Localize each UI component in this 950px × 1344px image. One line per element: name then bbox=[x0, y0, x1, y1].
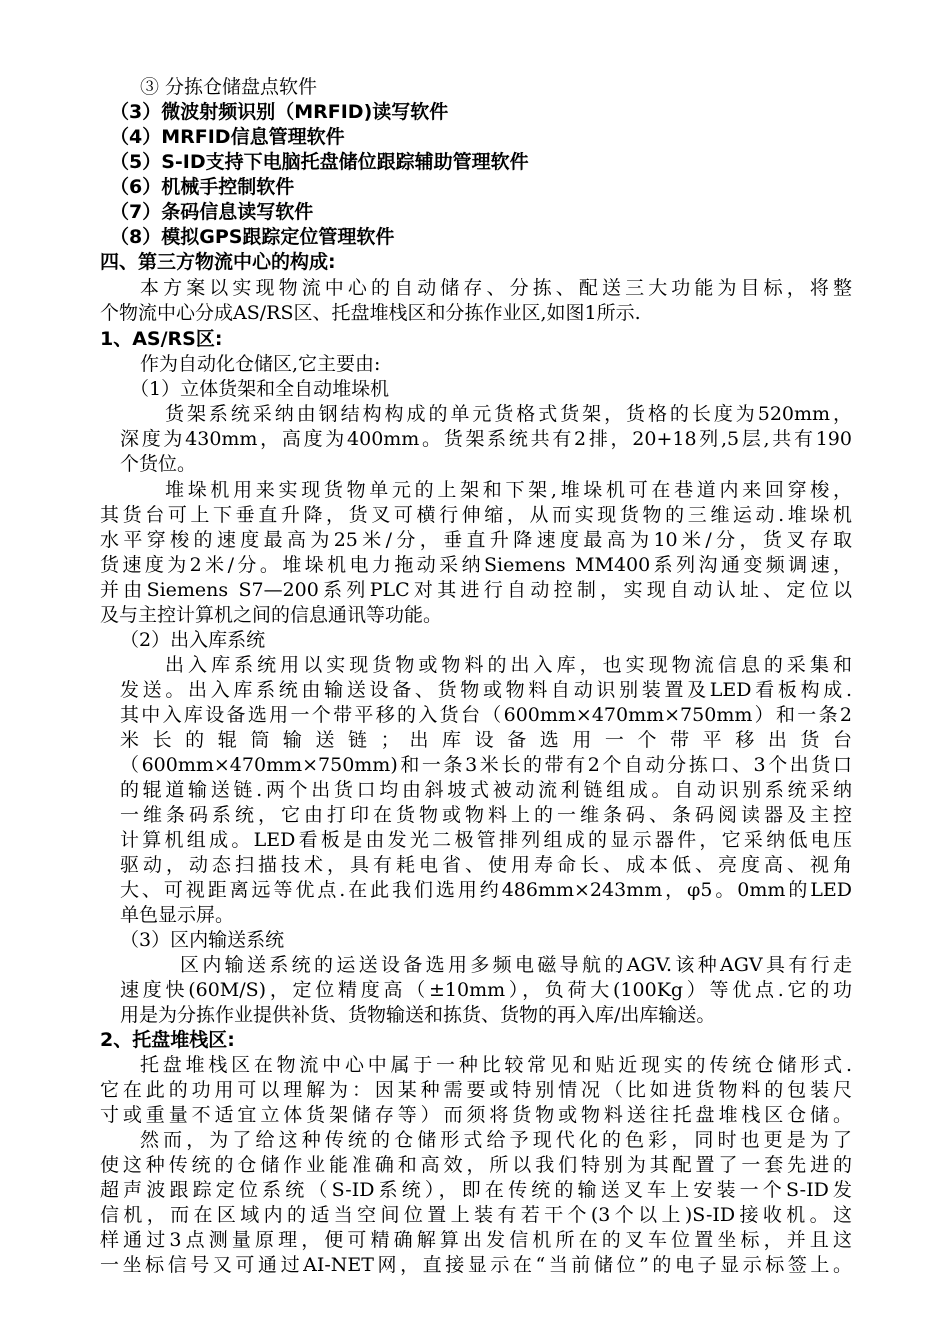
text-line: 区内输送系统的运送设备选用多频电磁导航的AGV.该种AGV具有行走 bbox=[180, 954, 852, 976]
text-line: （1）立体货架和全自动堆垛机 bbox=[130, 378, 390, 400]
section-heading: （7）条码信息读写软件 bbox=[110, 201, 314, 223]
text-line: 驱动，动态扫描技术，具有耗电省、使用寿命长、成本低、亮度高、视角 bbox=[120, 854, 852, 876]
section-heading: （3）微波射频识别（MRFID)读写软件 bbox=[110, 101, 449, 123]
text-line: 及与主控计算机之间的信息通讯等功能。 bbox=[100, 604, 443, 626]
section-heading: （8）模拟GPS跟踪定位管理软件 bbox=[110, 226, 395, 248]
text-line: 米 长 的 辊 筒 输 送 链 ； 出 库 设 备 选 用 一 个 带 平 移 出 货 台 bbox=[120, 729, 852, 751]
text-line: 一维条码系统，它由打印在货物或物料上的一维条码、条码阅读器及主控 bbox=[120, 804, 852, 826]
text-line: 的辊道输送链.两个出货口均由斜坡式被动流利链组成。自动识别系统采纳 bbox=[120, 779, 852, 801]
text-line: 深度为430mm，高度为400mm。货架系统共有2排，20+18列,5层,共有190 bbox=[120, 428, 852, 450]
text-line: 信机，而在区域内的适当空间位置上装有若干个(3个以上)S-ID接收机。这 bbox=[100, 1204, 852, 1226]
text-line: 发送。出入库系统由输送设备、货物或物料自动识别装置及LED看板构成. bbox=[120, 679, 852, 701]
text-line: 个货位。 bbox=[120, 453, 197, 475]
text-line: 堆垛机用来实现货物单元的上架和下架,堆垛机可在巷道内来回穿梭， bbox=[165, 479, 852, 501]
text-line: 货速度为2米/分。堆垛机电力拖动采纳Siemens MM400系列沟通变频调速， bbox=[100, 554, 852, 576]
text-line: 一坐标信号又可通过AI-NET网，直接显示在“当前储位”的电子显示标签上。 bbox=[100, 1254, 852, 1276]
text-line: 然而，为了给这种传统的仓储形式给予现代化的色彩，同时也更是为了 bbox=[140, 1129, 852, 1151]
text-line: 其货台可上下垂直升降，货叉可横行伸缩，从而实现货物的三维运动.堆垛机 bbox=[100, 504, 852, 526]
text-line: 其中入库设备选用一个带平移的入货台（600mm×470mm×750mm）和一条2 bbox=[120, 704, 852, 726]
section-heading: 四、第三方物流中心的构成: bbox=[100, 251, 336, 273]
text-line: 出入库系统用以实现货物或物料的出入库，也实现物流信息的采集和 bbox=[165, 654, 852, 676]
text-line: 它在此的功用可以理解为：因某种需要或特别情况（比如进货物料的包装尺 bbox=[100, 1079, 852, 1101]
section-heading: （4）MRFID信息管理软件 bbox=[110, 126, 345, 148]
text-line: 大、可视距离远等优点.在此我们选用约486mm×243mm，φ5。0mm的LED bbox=[120, 879, 852, 901]
text-line: ③ 分拣仓储盘点软件 bbox=[140, 76, 318, 98]
text-line: 速度快(60M/S)，定位精度高（±10mm），负荷大(100Kg）等优点.它的功 bbox=[120, 979, 852, 1001]
text-line: （2）出入库系统 bbox=[120, 629, 266, 651]
text-line: 货架系统采纳由钢结构构成的单元货格式货架，货格的长度为520mm， bbox=[165, 403, 852, 425]
text-line: 样通过3点测量原理，便可精确解算出发信机所在的叉车位置坐标，并且这 bbox=[100, 1229, 852, 1251]
section-heading: 1、AS/RS区: bbox=[100, 328, 223, 350]
text-line: 水平穿梭的速度最高为25米/分，垂直升降速度最高为10米/分，货叉存取 bbox=[100, 529, 852, 551]
text-line: 超声波跟踪定位系统（S-ID系统），即在传统的输送叉车上安装一个S-ID发 bbox=[100, 1179, 852, 1201]
text-line: （600mm×470mm×750mm)和一条3米长的带有2个自动分拣口、3个出货口 bbox=[120, 754, 852, 776]
text-line: 个物流中心分成AS/RS区、托盘堆栈区和分拣作业区,如图1所示. bbox=[100, 302, 641, 324]
text-line: 本方案以实现物流中心的自动储存、分拣、配送三大功能为目标，将整 bbox=[140, 277, 852, 299]
text-line: 寸或重量不适宜立体货架储存等）而须将货物或物料送往托盘堆栈区仓储。 bbox=[100, 1104, 852, 1126]
text-line: 作为自动化仓储区,它主要由: bbox=[140, 353, 381, 375]
text-line: 使这种传统的仓储作业能准确和高效，所以我们特别为其配置了一套先进的 bbox=[100, 1154, 852, 1176]
text-line: 托盘堆栈区在物流中心中属于一种比较常见和贴近现实的传统仓储形式. bbox=[140, 1054, 852, 1076]
text-line: 单色显示屏。 bbox=[120, 904, 235, 926]
text-line: 并由Siemens S7—200系列PLC对其进行自动控制，实现自动认址、定位以 bbox=[100, 579, 852, 601]
section-heading: 2、托盘堆栈区: bbox=[100, 1029, 235, 1051]
text-line: 用是为分拣作业提供补货、货物输送和拣货、货物的再入库/出库输送。 bbox=[120, 1004, 716, 1026]
text-line: 计算机组成。LED看板是由发光二极管排列组成的显示器件，它采纳低电压 bbox=[120, 829, 852, 851]
section-heading: （6）机械手控制软件 bbox=[110, 176, 295, 198]
text-line: （3）区内输送系统 bbox=[120, 929, 285, 951]
section-heading: （5）S-ID支持下电脑托盘储位跟踪辅助管理软件 bbox=[110, 151, 529, 173]
